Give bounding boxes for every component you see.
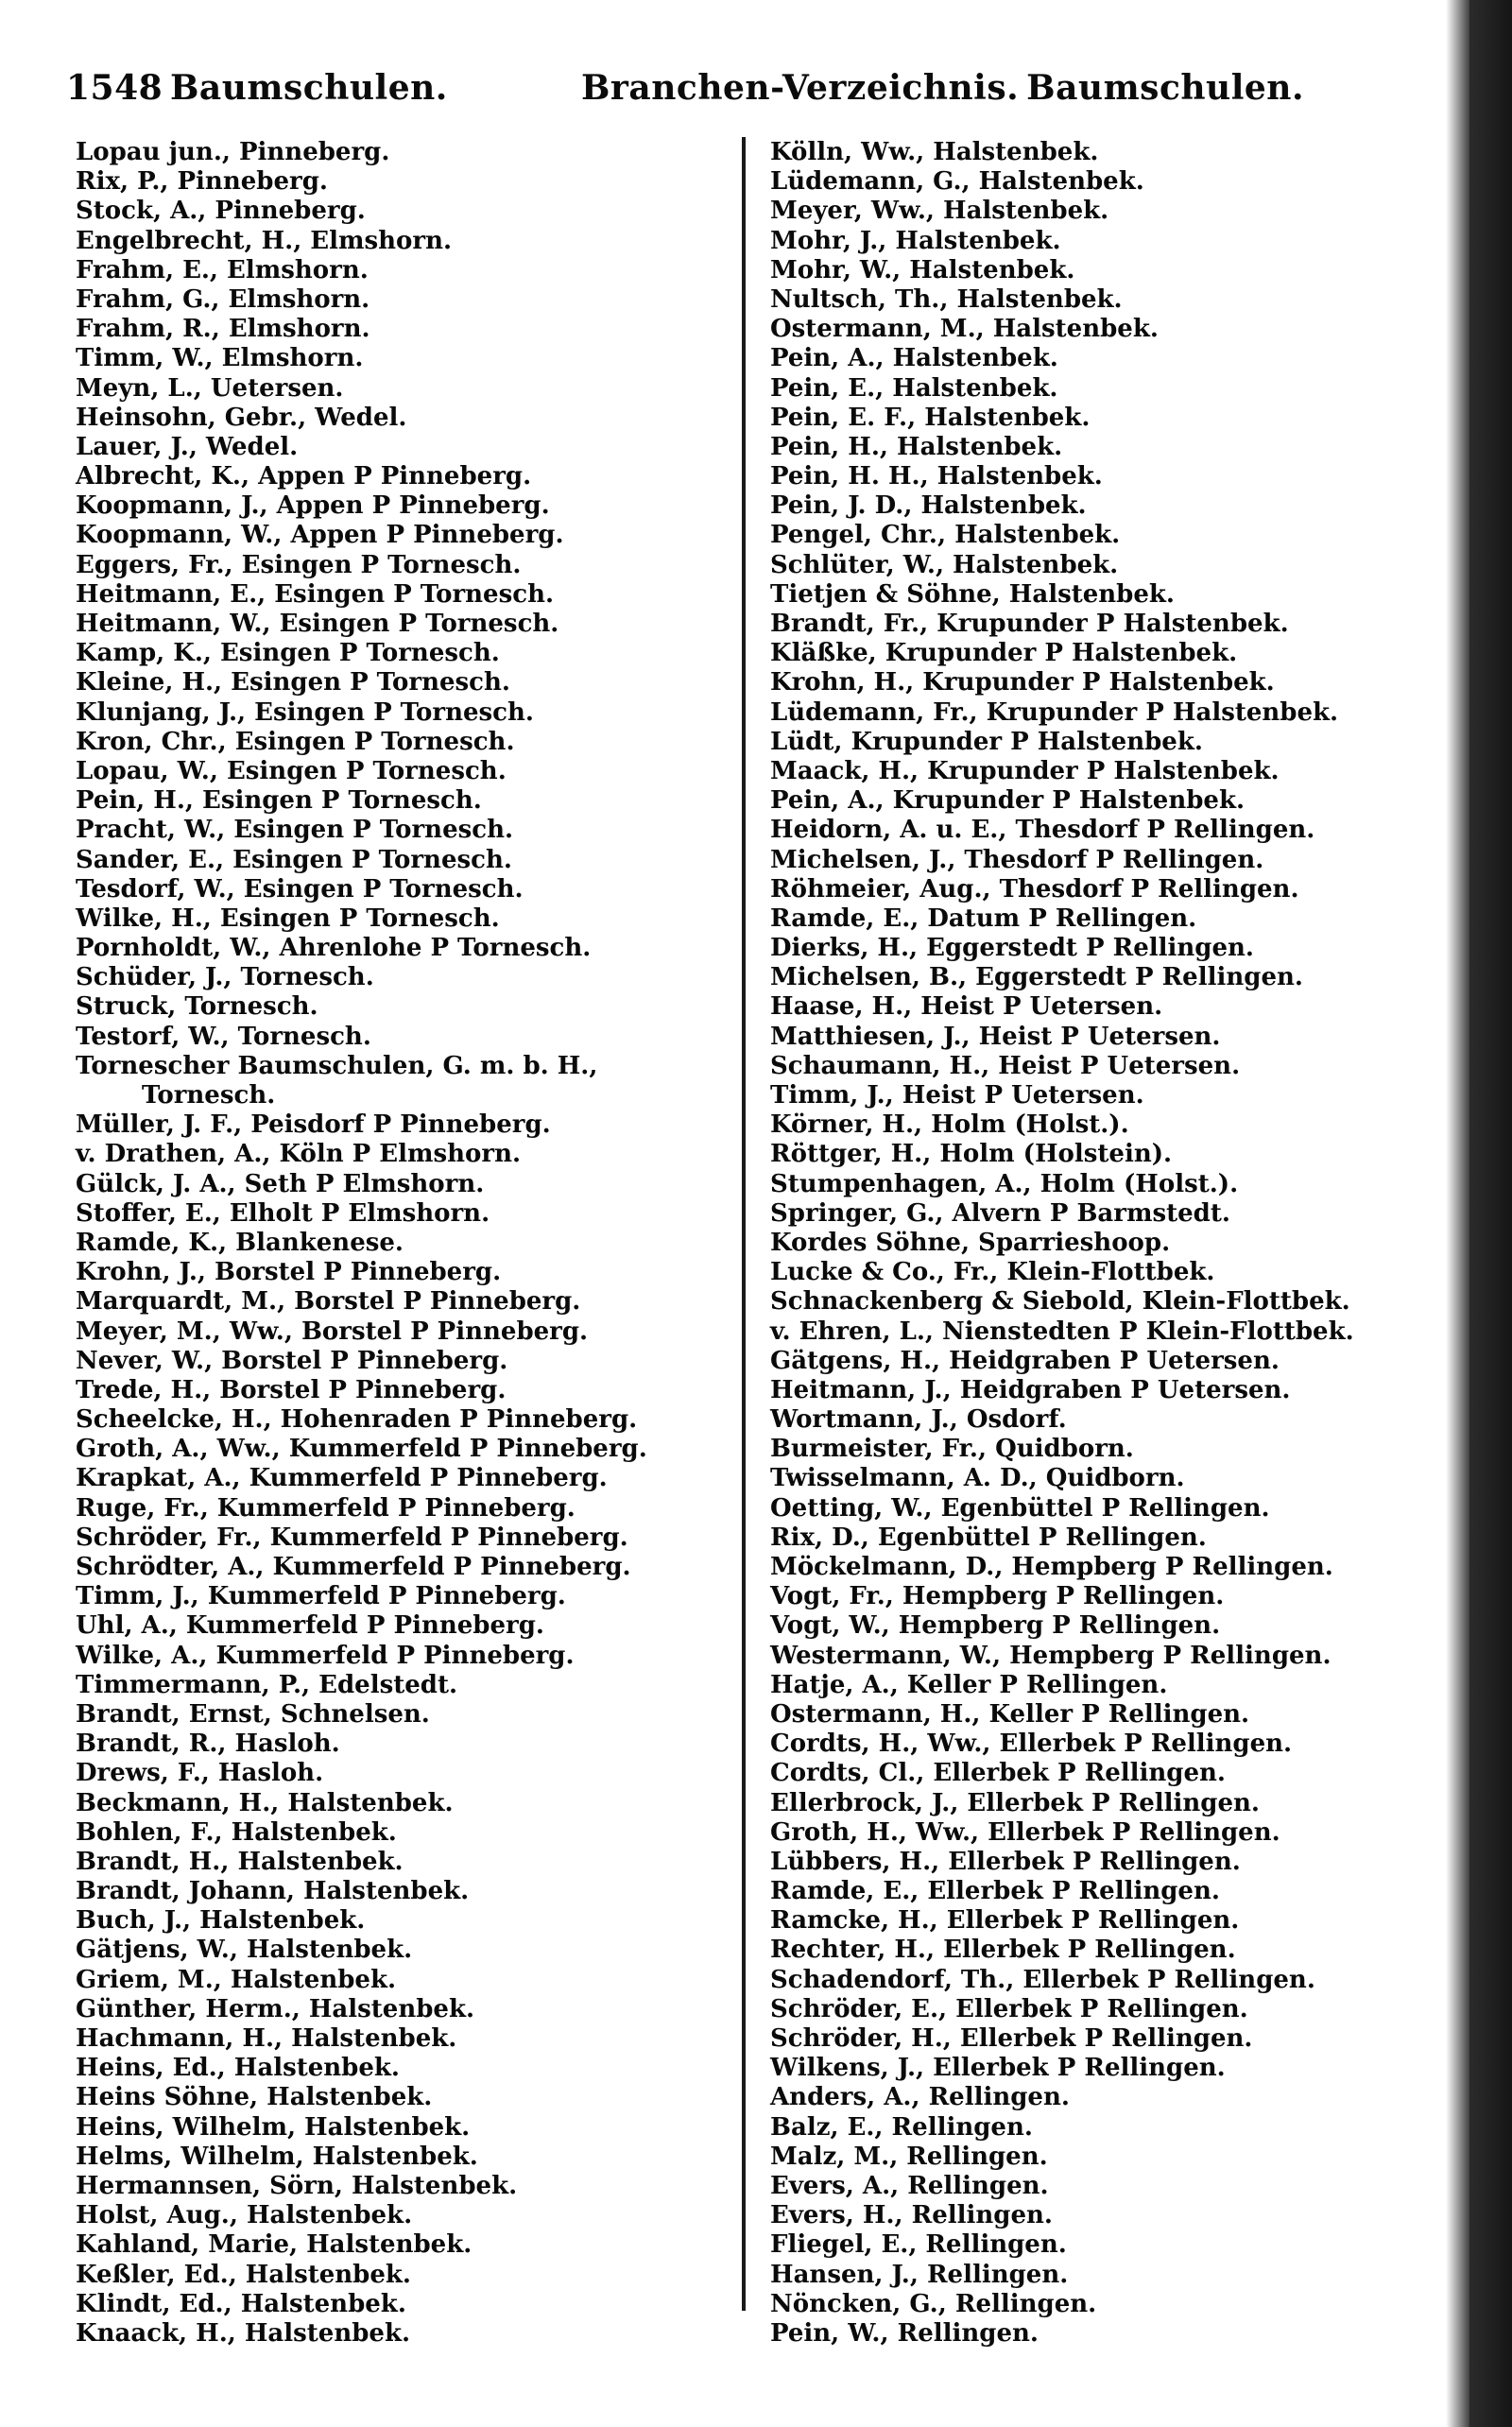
directory-entry: Pein, E., Halstenbek. — [770, 373, 1058, 403]
directory-entry: Timm, W., Elmshorn. — [76, 344, 364, 373]
directory-entry: Nultsch, Th., Halstenbek. — [770, 284, 1123, 314]
directory-entry: Koopmann, W., Appen P Pinneberg. — [76, 521, 564, 550]
directory-entry: Schlüter, W., Halstenbek. — [770, 550, 1119, 579]
directory-entry: Brandt, Ernst, Schnelsen. — [76, 1699, 430, 1729]
directory-entry: Beckmann, H., Halstenbek. — [76, 1788, 454, 1817]
directory-entry: Dierks, H., Eggerstedt P Rellingen. — [770, 934, 1254, 963]
directory-entry: Eggers, Fr., Esingen P Tornesch. — [76, 550, 522, 579]
directory-entry: Hansen, J., Rellingen. — [770, 2260, 1069, 2289]
directory-entry: Lucke & Co., Fr., Klein-Flottbek. — [770, 1258, 1215, 1287]
directory-entry: Matthiesen, J., Heist P Uetersen. — [770, 1022, 1221, 1051]
directory-entry: Brandt, R., Hasloh. — [76, 1730, 340, 1759]
header-left-title: Baumschulen. — [170, 68, 448, 108]
directory-entry: Evers, H., Rellingen. — [770, 2201, 1053, 2230]
directory-entry: Pein, H. H., Halstenbek. — [770, 462, 1103, 491]
directory-entry: Michelsen, J., Thesdorf P Rellingen. — [770, 845, 1264, 874]
directory-entry: Möckelmann, D., Hempberg P Rellingen. — [770, 1553, 1333, 1581]
directory-entry: Engelbrecht, H., Elmshorn. — [76, 226, 453, 255]
directory-entry: Röttger, H., Holm (Holstein). — [770, 1140, 1173, 1169]
directory-entry: Schröder, E., Ellerbek P Rellingen. — [770, 1994, 1248, 2023]
directory-entry: Sander, E., Esingen P Tornesch. — [76, 845, 512, 874]
directory-entry: Fliegel, E., Rellingen. — [770, 2230, 1067, 2260]
directory-entry: Marquardt, M., Borstel P Pinneberg. — [76, 1287, 581, 1317]
directory-entry: Schröder, Fr., Kummerfeld P Pinneberg. — [76, 1523, 628, 1552]
directory-entry: Balz, E., Rellingen. — [770, 2112, 1033, 2142]
header-center-title: Branchen-Verzeichnis. — [581, 68, 1020, 108]
directory-entry: Timmermann, P., Edelstedt. — [76, 1670, 458, 1699]
directory-entry: Lopau, W., Esingen P Tornesch. — [76, 756, 507, 785]
directory-entry: Buch, J., Halstenbek. — [76, 1906, 366, 1936]
directory-entry: Ellerbrock, J., Ellerbek P Rellingen. — [770, 1788, 1260, 1817]
directory-entry: Gülck, J. A., Seth P Elmshorn. — [76, 1169, 485, 1198]
directory-entry: Groth, A., Ww., Kummerfeld P Pinneberg. — [76, 1435, 647, 1464]
directory-entry: Heins, Wilhelm, Halstenbek. — [76, 2112, 471, 2142]
directory-entry: Haase, H., Heist P Uetersen. — [770, 992, 1163, 1022]
directory-entry: Ramde, K., Blankenese. — [76, 1228, 404, 1257]
directory-entry: Tornesch. — [142, 1081, 276, 1110]
directory-entry: Gätgens, H., Heidgraben P Uetersen. — [770, 1346, 1280, 1375]
directory-entry: Mohr, W., Halstenbek. — [770, 255, 1075, 284]
directory-entry: Drews, F., Hasloh. — [76, 1759, 324, 1788]
left-column-list — [76, 138, 728, 2349]
directory-entry: Ramde, E., Datum P Rellingen. — [770, 904, 1197, 933]
directory-entry: Wilke, A., Kummerfeld P Pinneberg. — [76, 1641, 575, 1670]
directory-entry: Ramde, E., Ellerbek P Rellingen. — [770, 1877, 1220, 1906]
directory-entry: Vogt, Fr., Hempberg P Rellingen. — [770, 1582, 1225, 1611]
directory-entry: Brandt, Johann, Halstenbek. — [76, 1877, 470, 1906]
directory-entry: Wilkens, J., Ellerbek P Rellingen. — [770, 2054, 1226, 2083]
directory-entry: Schnackenberg & Siebold, Klein-Flottbek. — [770, 1287, 1350, 1317]
directory-entry: Pein, A., Krupunder P Halstenbek. — [770, 786, 1246, 816]
directory-entry: Krohn, J., Borstel P Pinneberg. — [76, 1258, 502, 1287]
directory-entry: Schaumann, H., Heist P Uetersen. — [770, 1051, 1241, 1080]
directory-entry: Krapkat, A., Kummerfeld P Pinneberg. — [76, 1464, 608, 1493]
directory-entry: Anders, A., Rellingen. — [770, 2083, 1070, 2112]
directory-entry: Klunjang, J., Esingen P Tornesch. — [76, 697, 534, 727]
directory-entry: Never, W., Borstel P Pinneberg. — [76, 1346, 508, 1375]
directory-entry: Mohr, J., Halstenbek. — [770, 226, 1061, 255]
directory-entry: Schrödter, A., Kummerfeld P Pinneberg. — [76, 1553, 631, 1581]
directory-entry: Michelsen, B., Eggerstedt P Rellingen. — [770, 963, 1303, 992]
directory-entry: Bohlen, F., Halstenbek. — [76, 1817, 397, 1847]
directory-entry: Heitmann, E., Esingen P Tornesch. — [76, 579, 555, 609]
page-edge-shadow — [1446, 0, 1512, 2427]
directory-entry: Frahm, E., Elmshorn. — [76, 255, 369, 284]
directory-entry: Pein, E. F., Halstenbek. — [770, 403, 1091, 432]
directory-entry: Kordes Söhne, Sparrieshoop. — [770, 1228, 1171, 1257]
directory-entry: Cordts, Cl., Ellerbek P Rellingen. — [770, 1759, 1226, 1788]
directory-entry: Kläßke, Krupunder P Halstenbek. — [770, 639, 1238, 668]
directory-entry: Schröder, H., Ellerbek P Rellingen. — [770, 2024, 1253, 2053]
directory-entry: Kamp, K., Esingen P Tornesch. — [76, 639, 500, 668]
directory-entry: Groth, H., Ww., Ellerbek P Rellingen. — [770, 1817, 1280, 1847]
directory-entry: Wilke, H., Esingen P Tornesch. — [76, 904, 500, 933]
directory-entry: Pracht, W., Esingen P Tornesch. — [76, 816, 514, 845]
directory-entry: Tornescher Baumschulen, G. m. b. H., — [76, 1051, 598, 1080]
directory-entry: Ruge, Fr., Kummerfeld P Pinneberg. — [76, 1493, 576, 1523]
directory-entry: Struck, Tornesch. — [76, 992, 318, 1022]
directory-entry: Maack, H., Krupunder P Halstenbek. — [770, 756, 1280, 785]
directory-entry: Schadendorf, Th., Ellerbek P Rellingen. — [770, 1965, 1315, 1994]
directory-entry: Lauer, J., Wedel. — [76, 432, 299, 461]
directory-entry: Pengel, Chr., Halstenbek. — [770, 521, 1121, 550]
directory-entry: Lübbers, H., Ellerbek P Rellingen. — [770, 1847, 1241, 1876]
directory-entry: Müller, J. F., Peisdorf P Pinneberg. — [76, 1110, 551, 1140]
directory-entry: Kölln, Ww., Halstenbek. — [770, 138, 1099, 166]
directory-entry: Wortmann, J., Osdorf. — [770, 1405, 1067, 1435]
directory-entry: Nöncken, G., Rellingen. — [770, 2289, 1097, 2318]
directory-entry: Testorf, W., Tornesch. — [76, 1022, 371, 1051]
directory-entry: Krohn, H., Krupunder P Halstenbek. — [770, 668, 1275, 697]
directory-entry: Lüdemann, G., Halstenbek. — [770, 167, 1144, 197]
directory-entry: Uhl, A., Kummerfeld P Pinneberg. — [76, 1611, 544, 1641]
directory-entry: Ostermann, H., Keller P Rellingen. — [770, 1699, 1250, 1729]
directory-entry: Keßler, Ed., Halstenbek. — [76, 2260, 411, 2289]
directory-entry: Stoffer, E., Elholt P Elmshorn. — [76, 1198, 490, 1228]
directory-entry: Malz, M., Rellingen. — [770, 2142, 1048, 2171]
directory-entry: Tietjen & Söhne, Halstenbek. — [770, 579, 1175, 609]
directory-entry: Klindt, Ed., Halstenbek. — [76, 2289, 406, 2318]
page-number: 1548 — [66, 68, 163, 108]
directory-entry: Griem, M., Halstenbek. — [76, 1965, 397, 1994]
directory-entry: Heins Söhne, Halstenbek. — [76, 2083, 433, 2112]
directory-entry: Stumpenhagen, A., Holm (Holst.). — [770, 1169, 1239, 1198]
directory-entry: Ramcke, H., Ellerbek P Rellingen. — [770, 1906, 1240, 1936]
page-header — [66, 68, 1304, 125]
directory-entry: Rix, D., Egenbüttel P Rellingen. — [770, 1523, 1207, 1552]
directory-entry: Hermannsen, Sörn, Halstenbek. — [76, 2171, 518, 2200]
directory-entry: Lüdt, Krupunder P Halstenbek. — [770, 727, 1203, 756]
directory-entry: Meyer, M., Ww., Borstel P Pinneberg. — [76, 1317, 589, 1346]
directory-entry: Burmeister, Fr., Quidborn. — [770, 1435, 1134, 1464]
directory-entry: Pornholdt, W., Ahrenlohe P Tornesch. — [76, 934, 592, 963]
directory-entry: Heitmann, W., Esingen P Tornesch. — [76, 610, 559, 638]
directory-entry: Pein, H., Halstenbek. — [770, 432, 1063, 461]
directory-entry: Evers, A., Rellingen. — [770, 2171, 1049, 2200]
directory-entry: Rechter, H., Ellerbek P Rellingen. — [770, 1936, 1236, 1965]
directory-entry: Meyn, L., Uetersen. — [76, 373, 344, 403]
column-divider — [742, 137, 746, 2311]
directory-entry: Springer, G., Alvern P Barmstedt. — [770, 1198, 1230, 1228]
directory-entry: Lopau jun., Pinneberg. — [76, 138, 390, 166]
directory-entry: Heinsohn, Gebr., Wedel. — [76, 403, 407, 432]
directory-entry: Cordts, H., Ww., Ellerbek P Rellingen. — [770, 1730, 1293, 1759]
directory-entry: Kleine, H., Esingen P Tornesch. — [76, 668, 510, 697]
directory-entry: Heidorn, A. u. E., Thesdorf P Rellingen. — [770, 816, 1315, 845]
directory-entry: Ostermann, M., Halstenbek. — [770, 315, 1159, 344]
header-right-title: Baumschulen. — [1026, 68, 1304, 108]
directory-entry: Lüdemann, Fr., Krupunder P Halstenbek. — [770, 697, 1339, 727]
directory-entry: Oetting, W., Egenbüttel P Rellingen. — [770, 1493, 1270, 1523]
directory-entry: Helms, Wilhelm, Halstenbek. — [76, 2142, 478, 2171]
directory-entry: Gätjens, W., Halstenbek. — [76, 1936, 413, 1965]
directory-entry: Tesdorf, W., Esingen P Tornesch. — [76, 874, 524, 904]
directory-entry: Koopmann, J., Appen P Pinneberg. — [76, 491, 550, 521]
directory-entry: Scheelcke, H., Hohenraden P Pinneberg. — [76, 1405, 638, 1435]
directory-entry: Westermann, W., Hempberg P Rellingen. — [770, 1641, 1332, 1670]
directory-entry: Röhmeier, Aug., Thesdorf P Rellingen. — [770, 874, 1299, 904]
directory-entry: Frahm, G., Elmshorn. — [76, 284, 370, 314]
directory-entry: Timm, J., Heist P Uetersen. — [770, 1081, 1144, 1110]
directory-entry: Hatje, A., Keller P Rellingen. — [770, 1670, 1168, 1699]
directory-entry: Meyer, Ww., Halstenbek. — [770, 197, 1109, 226]
directory-entry: Günther, Herm., Halstenbek. — [76, 1994, 475, 2023]
directory-entry: Albrecht, K., Appen P Pinneberg. — [76, 462, 532, 491]
directory-entry: Heins, Ed., Halstenbek. — [76, 2054, 400, 2083]
directory-entry: Kahland, Marie, Halstenbek. — [76, 2230, 472, 2260]
directory-entry: Pein, J. D., Halstenbek. — [770, 491, 1087, 521]
directory-entry: Vogt, W., Hempberg P Rellingen. — [770, 1611, 1221, 1641]
directory-entry: Stock, A., Pinneberg. — [76, 197, 366, 226]
directory-entry: Rix, P., Pinneberg. — [76, 167, 328, 197]
directory-entry: v. Drathen, A., Köln P Elmshorn. — [76, 1140, 522, 1169]
directory-entry: Kron, Chr., Esingen P Tornesch. — [76, 727, 515, 756]
right-column-list — [770, 138, 1441, 2349]
directory-entry: Pein, W., Rellingen. — [770, 2318, 1039, 2348]
directory-entry: Pein, H., Esingen P Tornesch. — [76, 786, 482, 816]
directory-entry: Pein, A., Halstenbek. — [770, 344, 1058, 373]
directory-entry: Timm, J., Kummerfeld P Pinneberg. — [76, 1582, 566, 1611]
directory-entry: Holst, Aug., Halstenbek. — [76, 2201, 413, 2230]
directory-entry: Frahm, R., Elmshorn. — [76, 315, 370, 344]
directory-entry: Heitmann, J., Heidgraben P Uetersen. — [770, 1375, 1291, 1404]
directory-entry: Hachmann, H., Halstenbek. — [76, 2024, 457, 2053]
directory-entry: Schüder, J., Tornesch. — [76, 963, 374, 992]
directory-entry: Körner, H., Holm (Holst.). — [770, 1110, 1129, 1140]
directory-entry: Twisselmann, A. D., Quidborn. — [770, 1464, 1185, 1493]
directory-entry: Brandt, H., Halstenbek. — [76, 1847, 404, 1876]
directory-entry: Brandt, Fr., Krupunder P Halstenbek. — [770, 610, 1289, 638]
directory-entry: v. Ehren, L., Nienstedten P Klein-Flottbek. — [770, 1317, 1354, 1346]
directory-entry: Trede, H., Borstel P Pinneberg. — [76, 1375, 507, 1404]
directory-entry: Knaack, H., Halstenbek. — [76, 2318, 411, 2348]
